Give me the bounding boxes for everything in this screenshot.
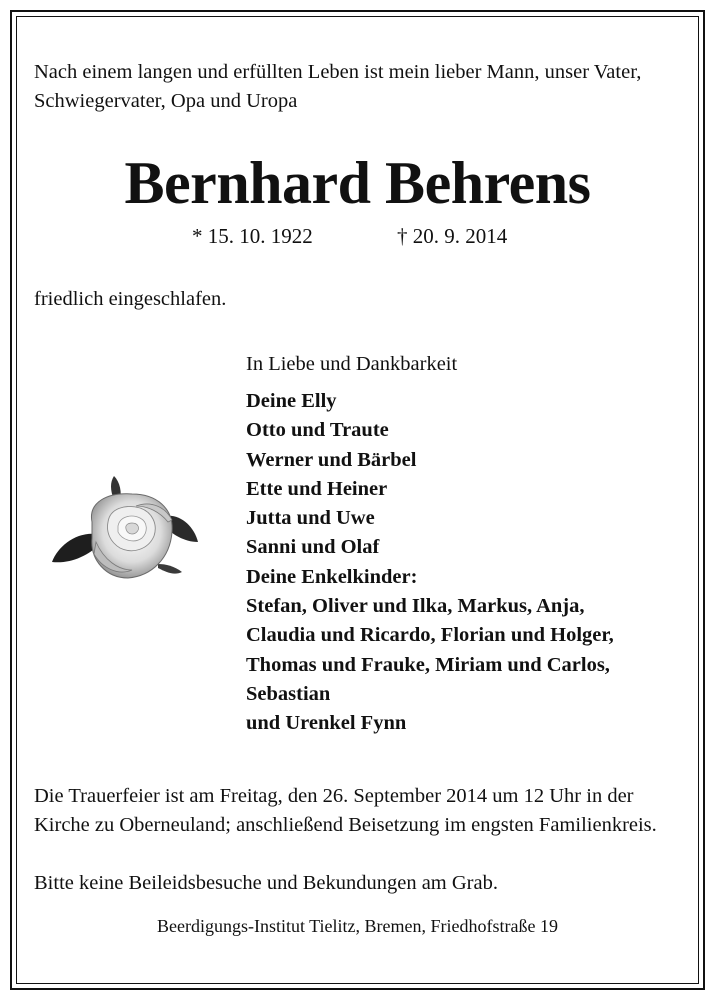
rose-icon [48, 472, 206, 592]
mourner-line: Stefan, Oliver und Ilka, Markus, Anja, [246, 595, 585, 618]
mourner-line: Werner und Bärbel [246, 448, 417, 471]
mourner-line: Jutta und Uwe [246, 507, 375, 530]
condolence-request: Bitte keine Beileidsbesuche und Bekundungen am Grab. [34, 872, 498, 894]
funeral-home: Beerdigungs-Institut Tielitz, Bremen, Friedhofstraße 19 [157, 916, 558, 936]
mourner-line: Sanni und Olaf [246, 536, 380, 559]
deceased-name: Bernhard Behrens [124, 150, 591, 216]
mourner-line: Deine Elly [246, 390, 337, 412]
mourner-line: Claudia und Ricardo, Florian und Holger, [246, 624, 614, 647]
gratitude-line: In Liebe und Dankbarkeit [246, 353, 458, 375]
mourners-list [246, 387, 614, 739]
mourner-line: Sebastian [246, 682, 331, 705]
birth-date: * 15. 10. 1922 [192, 224, 313, 248]
mourner-line: Ette und Heiner [246, 477, 388, 500]
mourner-line: und Urenkel Fynn [246, 712, 407, 735]
mourner-line: Thomas und Frauke, Miriam und Carlos, [246, 653, 610, 676]
asleep-text: friedlich eingeschlafen. [34, 288, 227, 310]
mourner-line: Otto und Traute [246, 419, 389, 442]
death-date: † 20. 9. 2014 [397, 224, 508, 248]
service-info: Die Trauerfeier ist am Freitag, den 26. September 2014 um 12 Uhr in der Kirche zu Oberneuland; anschließend Beisetzung im engsten Familienkreis. [34, 785, 657, 836]
intro-text: Nach einem langen und erfüllten Leben ist mein lieber Mann, unser Vater, Schwiegervater, Opa und Uropa [34, 61, 642, 112]
mourner-line: Deine Enkelkinder: [246, 565, 418, 588]
